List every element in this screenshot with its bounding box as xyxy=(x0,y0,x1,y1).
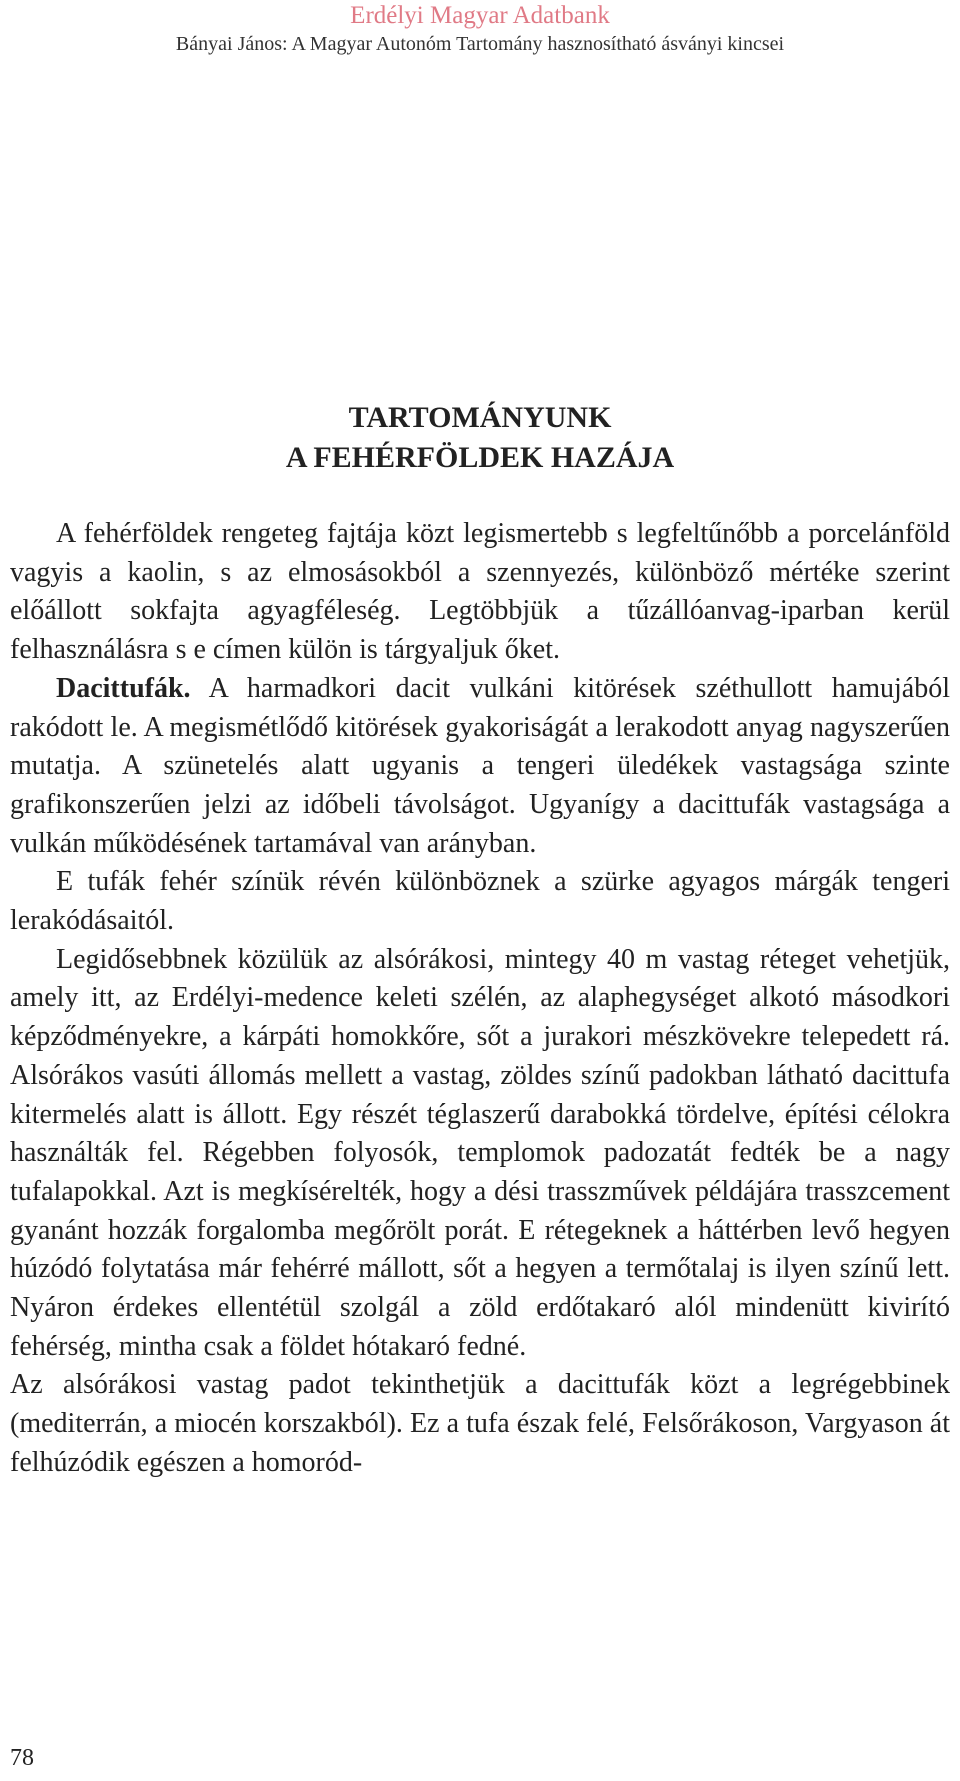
running-header xyxy=(0,0,960,56)
body-text xyxy=(10,515,950,1483)
term-dacittufak: Dacittufák. xyxy=(56,672,191,704)
page-number: 78 xyxy=(10,1745,34,1771)
paragraph-oldest: Az alsórákosi vastag padot tekinthetjük a dacittufák közt a legrégebbinek (mediterrán, a miocén korszakból). Ez a tufa észak felé, Felsőrákoson, Vargyason át felhúzódik egészen a homoród- xyxy=(10,1369,950,1478)
paragraph-dacittufak-text: A harmadkori dacit vulkáni kitörések széthullott hamujából rakódott le. A megismétlődő kitörések gyakoriságát a lerakodott anyag nagyszerűen mutatja. A szünetelés alatt ugyanis a tengeri üledékek vastagsága szinte grafikonszerűen jelzi az időbeli távolságot. Ugyanígy a dacittufák vastagsága a vulkán működésének tartamával van arányban. xyxy=(10,672,950,859)
chapter-title-line-2: A FEHÉRFÖLDEK HAZÁJA xyxy=(285,441,675,474)
paragraph-intro: A fehérföldek rengeteg fajtája közt legismertebb s legfeltűnőbb a porcelánföld vagyis a kaolin, s az elmosásokból a szennyezés, különböző mértéke szerint előállott sokfajta agyagféleség. Legtöbbjük a tűzállóanvag-iparban kerül felhasználásra s e címen külön is tárgyaljuk őket. xyxy=(10,518,950,666)
book-title: Bányai János: A Magyar Autonóm Tartomány hasznosítható ásványi kincsei xyxy=(175,33,785,55)
paragraph-alsorakos: Legidősebbnek közülük az alsórákosi, mintegy 40 m vastag réteget vehetjük, amely itt, az Erdélyi-medence keleti szélén, az alaphegységet alkotó másodkori képződményekre, a kárpáti homokkőre, sőt a jurakori mészkövekre telepedett rá. Alsórákos vasúti állomás mellett a vastag, zöldes színű padokban látható dacittufa kitermelés alatt is állott. Egy részét téglaszerű darabokká tördelve, építési célokra használták fel. Régebben folyosók, templomok padozatát fedték be a nagy tufalapokkal. Azt is megkísérelték, hogy a dési trasszművek példájára trasszcement gyanánt hozzák forgalomba megőrölt porát. E rétegeknek a háttérben levő hegyen húzódó folytatása már fehérré mállott, sőt a hegyen a termőtalaj is ilyen színű lett. Nyáron érdekes ellentétül szolgál a zöld erdőtakaró alól mindenütt kivirító fehérség, mintha csak a földet hótakaró fedné. xyxy=(10,943,950,1362)
chapter-heading xyxy=(0,398,960,478)
chapter-title-line-1: TARTOMÁNYUNK xyxy=(348,401,612,434)
site-name: Erdélyi Magyar Adatbank xyxy=(350,2,610,29)
paragraph-dacittufak xyxy=(10,670,950,864)
paragraph-color: E tufák fehér színük révén különböznek a szürke agyagos márgák tengeri lerakódásaitól. xyxy=(10,866,950,937)
